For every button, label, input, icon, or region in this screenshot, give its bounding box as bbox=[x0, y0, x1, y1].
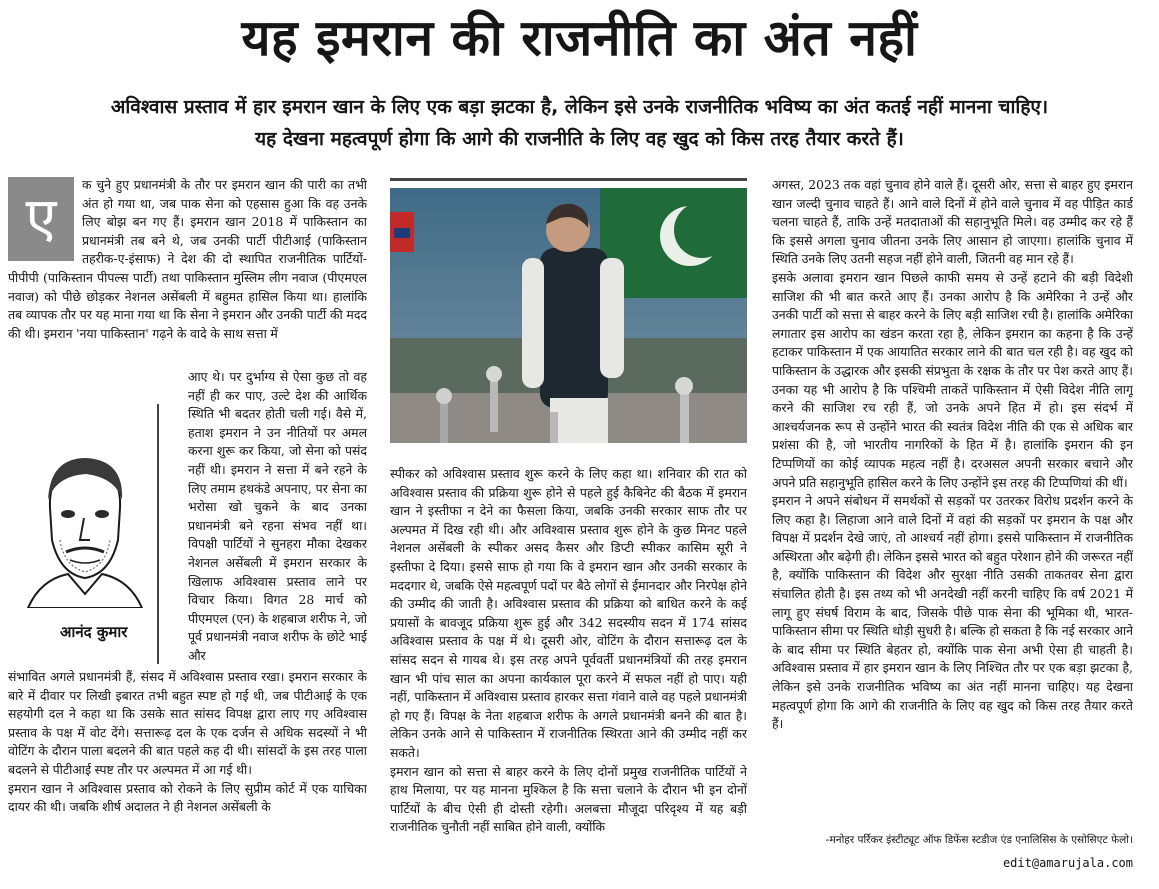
col2-para-1: स्पीकर को अविश्वास प्रस्ताव शुरू करने के लिए कहा था। शनिवार की रात को अविश्वास प्रस्ताव की प्रक्रिया शुरू होने से पहले हुई कैबिनेट की बैठक में इमरान खान ने इस्तीफा न देने का फैसला किया, जबकि उनकी सरकार साफ तौर पर अल्पमत में दिख रही थी। और अविश्वास प्रस्ताव शुरू होने के कुछ मिनट पहले नेशनल असेंबली के स्पीकर असद कैसर और डिप्टी स्पीकर कासिम सूरी ने इस्तीफा दे दिया। इससे साफ हो गया कि वे इमरान खान और उनकी सरकार के मददगार थे, जबकि ऐसे महत्वपूर्ण पदों पर बैठे लोगों से ईमानदार और निरपेक्ष होने की उम्मीद की जाती है। अविश्वास प्रस्ताव की प्रक्रिया को बाधित करने के कई प्रयासों के बावजूद प्रक्रिया शुरू हुई और 342 सदस्यीय सदन में 174 सांसद अविश्वास प्रस्ताव के पक्ष में थे। दूसरी ओर, वोटिंग के दौरान सत्तारूढ़ दल के सांसद सदन से गायब थे। इस तरह अपने पूर्ववर्ती प्रधानमंत्रियों की तरह इमरान खान भी पांच साल का अपना कार्यकाल पूरा करने में सफल नहीं हो पाए। यही नहीं, पाकिस्तान में अविश्वास प्रस्ताव हारकर सत्ता गंवाने वाले वह पहले प्रधानमंत्री हो गए हैं। विपक्ष के नेता शहबाज शरीफ के अगले प्रधानमंत्री बनने की बात है। लेकिन उनके आने से पाकिस्तान में राजनीतिक स्थिरता आने की उम्मीद नहीं कर सकते। bbox=[390, 466, 747, 760]
col1-para-mid: आए थे। पर दुर्भाग्य से ऐसा कुछ तो वह नहीं ही कर पाए, उल्टे देश की आर्थिक स्थिति भी बदतर होती चली गई। वैसे में, हताश इमरान ने उन नीतियों पर अमल करना शुरू कर किया, जो सेना को पसंद नहीं थी। इमरान ने सत्ता में बने रहने के लिए तमाम हथकंडे अपनाए, पर सेना का भरोसा खो चुकने के बाद उनका प्रधानमंत्री बने रहना संभव नहीं था। विपक्षी पार्टियों ने सुनहरा मौका देखकर नेशनल असेंबली में इमरान सरकार के खिलाफ अविश्वास प्रस्ताव लाने पर विचार किया। विगत 28 मार्च को पीएमएल (एन) के शहबाज शरीफ ने, जो पूर्व प्रधानमंत्री नवाज शरीफ के छोटे भाई और bbox=[188, 369, 367, 663]
photo-top-rule bbox=[390, 178, 747, 181]
deck-line-1: अविश्वास प्रस्ताव में हार इमरान खान के लिए एक बड़ा झटका है, लेकिन इसे उनके राजनीतिक भविष्य का अंत कतई नहीं मानना चाहिए। bbox=[110, 96, 1049, 118]
author-portrait bbox=[20, 448, 150, 608]
col2-para-2: इमरान खान को सत्ता से बाहर करने के लिए दोनों प्रमुख राजनीतिक पार्टियों ने हाथ मिलाया, पर यह मानना मुश्किल है कि सत्ता चलाने के दौरान भी इन दोनों पार्टियों के बीच ऐसी ही दोस्ती रहेगी। अलबत्ता मौजूदा परिदृश्य में यह बड़ी राजनीतिक चुनौती नहीं साबित होने वाली, क्योंकि bbox=[390, 763, 747, 835]
contact-email: edit@amarujala.com bbox=[1002, 856, 1133, 870]
col1-para-bottom: संभावित अगले प्रधानमंत्री हैं, संसद में अविश्वास प्रस्ताव रखा। इमरान सरकार के बारे में दीवार पर लिखी इबारत तभी बहुत स्पष्ट हो गई थी, जब पीटीआई के एक सहयोगी दल ने कहा था कि उसके सात सांसद विपक्ष द्वारा लाए गए अविश्वास प्रस्ताव के पक्ष में वोट देंगे। सत्तारूढ़ दल के एक दर्जन से अधिक सदस्यों ने भी वोटिंग के दौरान पाला बदलने की बात पहले कह दी थी। सांसदों के इस तरह पाला बदलने से पीटीआई स्पष्ट तौर पर अल्पमत में आ गई थी। bbox=[8, 669, 367, 777]
deck-line-2: यह देखना महत्वपूर्ण होगा कि आगे की राजनीति के लिए वह खुद को किस तरह तैयार करते हैं। bbox=[255, 128, 904, 150]
col3-para-3: इमरान ने अपने संबोधन में समर्थकों से सड़कों पर उतरकर विरोध प्रदर्शन करने के लिए कहा है। लिहाजा आने वाले दिनों में वहां की सड़कों पर इमरान के पक्ष और विपक्ष में प्रदर्शन देखे जाएं, तो आश्चर्य नहीं होगा। इससे पाकिस्तान में राजनीतिक अस्थिरता और बढ़ेगी ही। लेकिन इससे भारत को बहुत परेशान होने की जरूरत नहीं है, क्योंकि पाकिस्तान की विदेश और सुरक्षा नीति उसकी ताकतवर सेना द्वारा संचालित होती है। इस तथ्य को भी अनदेखी नहीं करनी चाहिए कि वर्ष 2021 में लागू हुए संघर्ष विराम के बाद, जिसके पीछे पाक सेना की भूमिका थी, भारत-पाकिस्तान सीमा पर स्थिति थोड़ी सुधरी है। बल्कि हो सकता है कि नई सरकार आने के बाद सीमा पर स्थिति बेहतर हो, क्योंकि पाक सेना अभी ऐसा ही चाहती है। अविश्वास प्रस्ताव में हार इमरान खान के लिए निश्चित तौर पर एक बड़ा झटका है, लेकिन इसे उनके राजनीतिक भविष्य का अंत नहीं मानना चाहिए। यह देखना महत्वपूर्ण होगा कि आगे की राजनीति के लिए वह खुद को किस तरह तैयार करते हैं। bbox=[772, 493, 1133, 732]
col3-para-1: अगस्त, 2023 तक वहां चुनाव होने वाले हैं। दूसरी ओर, सत्ता से बाहर हुए इमरान खान जल्दी चुनाव चाहते हैं। आने वाले दिनों में होने वाले चुनाव में वह पीड़ित कार्ड चलना चाहते हैं, ताकि उन्हें मतदाताओं की सहानुभूति मिले। वह उम्मीद कर रहे हैं कि इससे अगला चुनाव जीतना उनके लिए आसान हो जाएगा। हालांकि चुनाव में स्थिति उनके लिए उतनी सहज नहीं होने वाली, जितनी वह मान रहे हैं। bbox=[772, 177, 1133, 267]
dropcap: ए bbox=[8, 177, 74, 261]
col1-bottom-text bbox=[8, 668, 367, 877]
col1-para-2: इमरान खान ने अविश्वास प्रस्ताव को रोकने के लिए सुप्रीम कोर्ट में एक याचिका दायर की थी। जबकि शीर्ष अदालत ने ही नेशनल असेंबली के bbox=[8, 780, 367, 815]
col3-text bbox=[772, 176, 1133, 828]
news-photo bbox=[390, 188, 747, 443]
col1-mid-text bbox=[188, 368, 367, 668]
dropcap-spacer bbox=[8, 176, 82, 264]
col2-text bbox=[390, 465, 747, 877]
headline: यह इमरान की राजनीति का अंत नहीं bbox=[241, 9, 918, 67]
col3-para-2: इसके अलावा इमरान खान पिछले काफी समय से उन्हें हटाने की बड़ी विदेशी साजिश की भी बात करते आए हैं। उनका आरोप है कि अमेरिका ने उन्हें और उनकी पार्टी को सत्ता से बाहर करने के लिए बड़ी साजिश रची है। हालांकि अमेरिका लगातार इस आरोप का खंडन करता रहा है, लेकिन इमरान का कहना है कि उन्हें हटाकर पाकिस्तान में एक आयातित सरकार लाने की बात चल रही है। वह खुद को पाकिस्तान के उद्धारक और इसकी संप्रभुता के रक्षक के तौर पर पेश करते आए हैं। उनका यह भी आरोप है कि पश्चिमी ताकतें पाकिस्तान में ऐसी विदेश नीति लागू करने की साजिश रच रही हैं, जो उनके अपने हित में हो। इस संदर्भ में आश्चर्यजनक रूप से उन्होंने भारत की स्वतंत्र विदेश नीति की एक से अधिक बार प्रशंसा की है, जो भारतीय नागरिकों के हित में है। हालांकि इमरान की इन टिप्पणियों का कोई व्यापक महत्व नहीं है। दरअसल अपनी सरकार बचाने और अपने प्रति सहानुभूति हासिल करने के लिए उन्होंने इस तरह की टिप्पणियां की थीं। bbox=[772, 269, 1133, 490]
author-name: आनंद कुमार bbox=[60, 623, 128, 641]
author-credit: -मनोहर पर्रिकर इंस्टीट्यूट ऑफ डिफेंस स्टडीज एंड एनालिसिस के एसोसिएट फेलो। bbox=[825, 834, 1133, 846]
col1-top-text bbox=[8, 176, 367, 368]
col1-para-top: क चुने हुए प्रधानमंत्री के तौर पर इमरान खान की पारी का तभी अंत हो गया था, जब पाक सेना को एहसास हुआ कि वह उनके लिए बोझ बन गए हैं। इमरान खान 2018 में पाकिस्तान का प्रधानमंत्री तब बने थे, जब उनकी पार्टी पीटीआई (पाकिस्तान तहरीक-ए-इंसाफ) ने देश की दो स्थापित राजनीतिक पार्टियों-पीपीपी (पाकिस्तान पीपल्स पार्टी) तथा पाकिस्तान मुस्लिम लीग नवाज (पीएमएल नवाज) को पीछे छोड़कर नेशनल असेंबली में बहुमत हासिल किया था। हालांकि तब व्यापक तौर पर यह माना गया था कि सेना ने इमरान और उनकी पार्टी की मदद की थी। इमरान 'नया पाकिस्तान' गढ़ने के वादे के साथ सत्ता में bbox=[8, 177, 367, 341]
